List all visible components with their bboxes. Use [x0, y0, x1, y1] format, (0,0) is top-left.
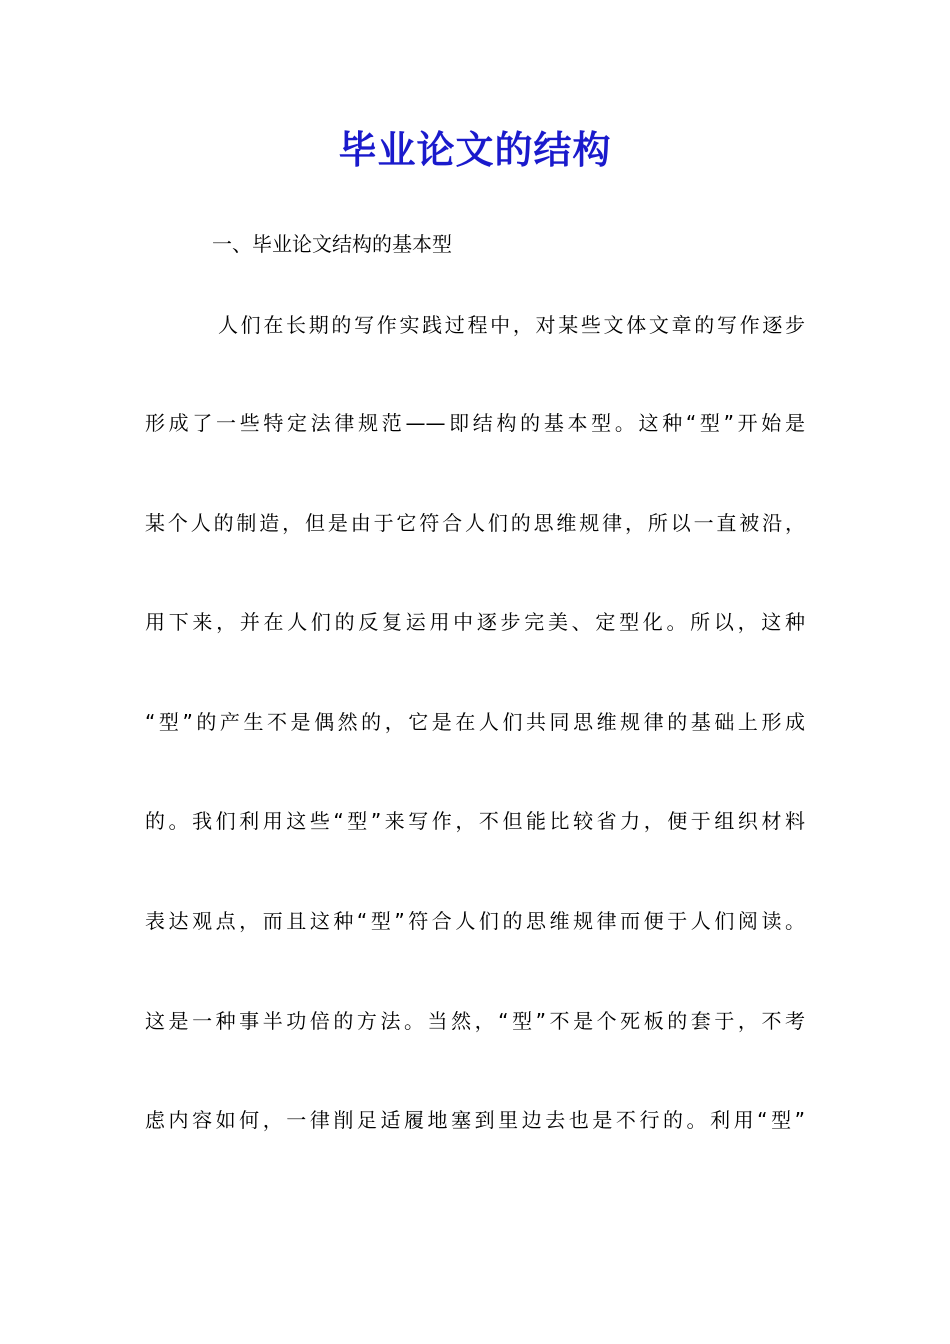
body-line-1: 人们在长期的写作实践过程中，对某些文体文章的写作逐步 [218, 313, 805, 337]
body-line-3: 某个人的制造，但是由于它符合人们的思维规律，所以一直被沿， [145, 511, 805, 535]
document-title: 毕业论文的结构 [338, 128, 612, 172]
body-line-6: 的。我们利用这些“型”来写作，不但能比较省力，便于组织材料 [145, 809, 805, 833]
body-line-5: “型”的产生不是偶然的，它是在人们共同思维规律的基础上形成 [145, 710, 805, 734]
section-heading: 一、毕业论文结构的基本型 [212, 232, 452, 256]
body-line-7: 表达观点，而且这种“型”符合人们的思维规律而便于人们阅读。 [145, 909, 805, 933]
body-line-8: 这是一种事半功倍的方法。当然，“型”不是个死板的套于，不考 [145, 1009, 805, 1033]
body-line-2: 形成了一些特定法律规范——即结构的基本型。这种“型”开始是 [145, 411, 805, 435]
body-line-9: 虑内容如何，一律削足适履地塞到里边去也是不行的。利用“型” [145, 1108, 805, 1132]
body-line-4: 用下来，并在人们的反复运用中逐步完美、定型化。所以，这种 [145, 610, 805, 634]
